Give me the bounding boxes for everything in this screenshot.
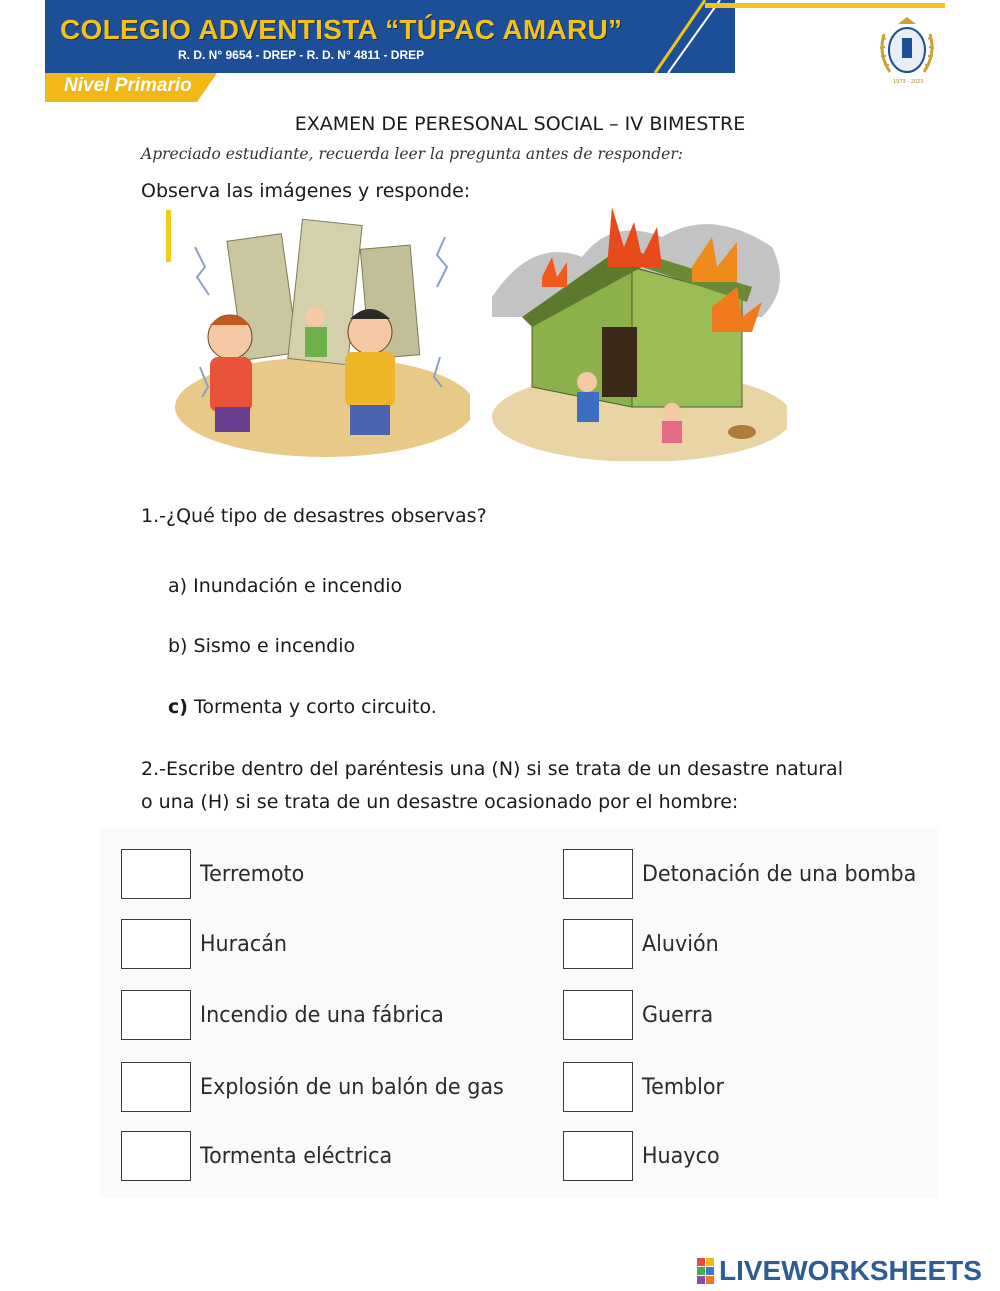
intro-text: Apreciado estudiante, recuerda leer la pregunta antes de responder: bbox=[141, 145, 683, 163]
question-2-prompt-line1: 2.-Escribe dentro del paréntesis una (N) si se trata de un desastre natural bbox=[141, 758, 843, 780]
match-label: Huracán bbox=[200, 931, 287, 957]
option-text: Tormenta y corto circuito. bbox=[194, 696, 437, 718]
match-row-right-3 bbox=[563, 990, 718, 1040]
match-row-left-4 bbox=[121, 1062, 523, 1112]
match-row-left-3 bbox=[121, 990, 459, 1040]
banner-corner bbox=[600, 0, 750, 74]
earthquake-illustration bbox=[175, 207, 470, 461]
option-letter: c) bbox=[168, 696, 188, 718]
match-row-left-5 bbox=[121, 1131, 404, 1181]
answer-box[interactable] bbox=[121, 1062, 191, 1112]
option-text: Inundación e incendio bbox=[193, 575, 403, 597]
match-row-right-4 bbox=[563, 1062, 729, 1112]
answer-box[interactable] bbox=[121, 1131, 191, 1181]
option-a[interactable] bbox=[168, 575, 402, 597]
option-letter: b) bbox=[168, 635, 188, 657]
school-name: COLEGIO ADVENTISTA “TÚPAC AMARU” bbox=[60, 14, 623, 45]
answer-box[interactable] bbox=[563, 1131, 633, 1181]
match-label: Explosión de un balón de gas bbox=[200, 1074, 504, 1100]
match-label: Tormenta eléctrica bbox=[200, 1143, 393, 1169]
match-label: Aluvión bbox=[642, 931, 719, 957]
match-label: Terremoto bbox=[200, 861, 305, 887]
match-label: Guerra bbox=[642, 1002, 714, 1028]
answer-box[interactable] bbox=[563, 990, 633, 1040]
match-label: Huayco bbox=[642, 1143, 720, 1169]
option-c[interactable] bbox=[168, 696, 437, 718]
option-letter: a) bbox=[168, 575, 188, 597]
option-text: Sismo e incendio bbox=[193, 635, 356, 657]
match-label: Detonación de una bomba bbox=[642, 861, 917, 887]
answer-box[interactable] bbox=[563, 849, 633, 899]
level-label: Nivel Primario bbox=[64, 75, 192, 96]
exam-title: EXAMEN DE PERESONAL SOCIAL – IV BIMESTRE bbox=[294, 113, 746, 135]
match-row-left-2 bbox=[121, 919, 293, 969]
question-2-prompt-line2: o una (H) si se trata de un desastre ocasionado por el hombre: bbox=[141, 791, 739, 813]
instruction-text: Observa las imágenes y responde: bbox=[141, 180, 471, 202]
answer-box[interactable] bbox=[121, 919, 191, 969]
match-label: Incendio de una fábrica bbox=[200, 1002, 444, 1028]
option-b[interactable] bbox=[168, 635, 355, 657]
yellow-marker bbox=[166, 210, 171, 262]
liveworksheets-brand[interactable]: LIVEWORKSHEETS bbox=[719, 1255, 982, 1286]
match-row-right-1 bbox=[563, 849, 934, 899]
answer-box[interactable] bbox=[563, 1062, 633, 1112]
match-label: Temblor bbox=[642, 1074, 725, 1100]
match-row-left-1 bbox=[121, 849, 311, 899]
school-crest-icon bbox=[876, 14, 938, 86]
answer-box[interactable] bbox=[121, 849, 191, 899]
answer-box[interactable] bbox=[121, 990, 191, 1040]
school-resolution: R. D. N° 9654 - DREP - R. D. N° 4811 - DREP bbox=[178, 48, 425, 62]
house-fire-illustration bbox=[492, 207, 787, 461]
crest-years: 1973 - 2023 bbox=[893, 79, 924, 85]
match-row-right-2 bbox=[563, 919, 724, 969]
answer-box[interactable] bbox=[563, 919, 633, 969]
match-row-right-5 bbox=[563, 1131, 725, 1181]
question-1-prompt: 1.-¿Qué tipo de desastres observas? bbox=[141, 505, 487, 527]
header-gold-line bbox=[705, 3, 945, 8]
